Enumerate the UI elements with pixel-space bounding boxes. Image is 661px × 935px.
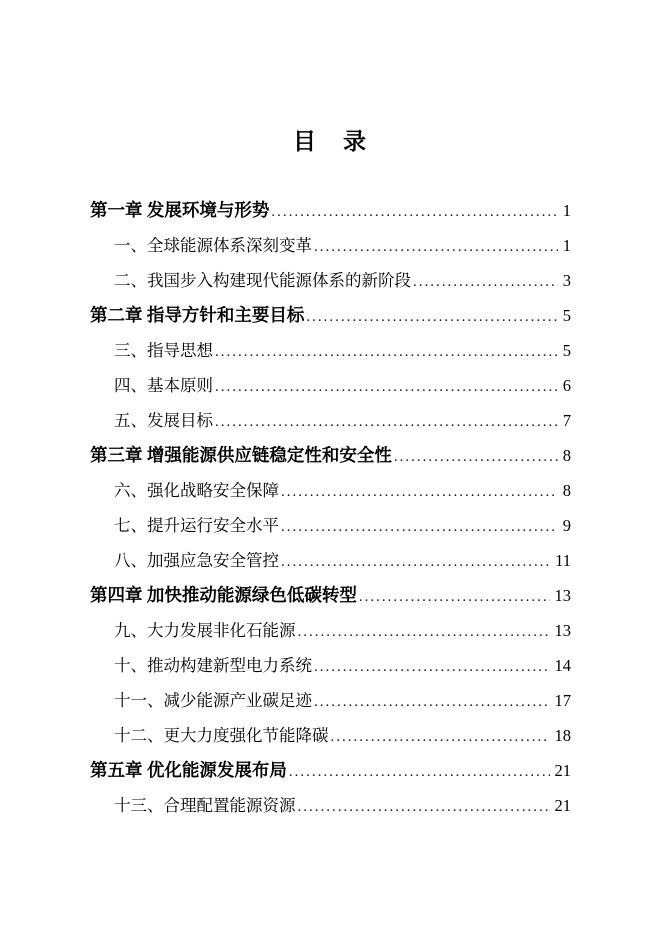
toc-entry-label: 十一、减少能源产业碳足迹 [114, 692, 312, 710]
toc-entry-label: 十三、合理配置能源资源 [114, 797, 296, 815]
toc-entry[interactable] [90, 298, 571, 333]
toc-entry-label: 十二、更大力度强化节能降碳 [114, 727, 329, 745]
toc-entry[interactable] [90, 263, 571, 298]
toc-entry[interactable] [90, 193, 571, 228]
toc-dot-leader [281, 510, 558, 545]
toc-dot-leader [215, 335, 558, 370]
toc-entry-label: 第一章 发展环境与形势 [90, 200, 270, 220]
toc-entry[interactable] [90, 473, 571, 508]
toc-entry[interactable] [90, 613, 571, 648]
table-of-contents [90, 193, 571, 823]
toc-entry[interactable] [90, 333, 571, 368]
toc-page-number: 18 [554, 726, 571, 745]
toc-entry-label: 七、提升运行安全水平 [114, 517, 279, 535]
toc-entry-label: 第二章 指导方针和主要目标 [90, 305, 305, 325]
toc-page-number: 13 [554, 621, 571, 640]
toc-entry[interactable] [90, 228, 571, 263]
toc-page-number: 3 [562, 271, 571, 290]
toc-page-number: 6 [562, 376, 571, 395]
toc-entry-label: 八、加强应急安全管控 [114, 552, 279, 570]
toc-entry-label: 第五章 优化能源发展布局 [90, 760, 287, 780]
toc-entry-label: 六、强化战略安全保障 [114, 482, 279, 500]
toc-page-number: 9 [562, 516, 571, 535]
toc-entry[interactable] [90, 683, 571, 718]
toc-entry-label: 第四章 加快推动能源绿色低碳转型 [90, 585, 357, 605]
toc-entry-label: 二、我国步入构建现代能源体系的新阶段 [114, 272, 411, 290]
toc-dot-leader [215, 370, 558, 405]
toc-page-number: 21 [554, 796, 571, 815]
toc-entry[interactable] [90, 368, 571, 403]
toc-entry[interactable] [90, 508, 571, 543]
toc-entry-label: 五、发展目标 [114, 412, 213, 430]
toc-entry[interactable] [90, 403, 571, 438]
toc-dot-leader [413, 265, 558, 300]
toc-entry-label: 十、推动构建新型电力系统 [114, 657, 312, 675]
toc-dot-leader [215, 405, 558, 440]
toc-page-number: 7 [562, 411, 571, 430]
toc-entry[interactable] [90, 718, 571, 753]
toc-dot-leader [281, 475, 558, 510]
toc-page-number: 5 [562, 341, 571, 360]
toc-page-number: 8 [562, 481, 571, 500]
toc-page-number: 14 [554, 656, 571, 675]
toc-entry[interactable] [90, 648, 571, 683]
toc-dot-leader [314, 685, 550, 720]
toc-dot-leader [394, 440, 558, 475]
toc-page-number: 8 [562, 446, 571, 465]
toc-dot-leader [271, 195, 557, 230]
toc-dot-leader [331, 720, 550, 755]
toc-page-number: 17 [554, 691, 571, 710]
toc-entry[interactable] [90, 543, 571, 578]
toc-dot-leader [289, 755, 550, 790]
toc-entry-label: 一、全球能源体系深刻变革 [114, 237, 312, 255]
toc-page-number: 1 [562, 236, 571, 255]
page-title: 目 录 [293, 129, 368, 154]
toc-dot-leader [306, 300, 557, 335]
toc-entry[interactable] [90, 753, 571, 788]
toc-dot-leader [298, 615, 550, 650]
toc-entry[interactable] [90, 788, 571, 823]
toc-page-number: 13 [554, 586, 571, 605]
toc-dot-leader [359, 580, 550, 615]
toc-page-number: 5 [562, 306, 571, 325]
toc-page-number: 21 [554, 761, 571, 780]
toc-entry-label: 九、大力发展非化石能源 [114, 622, 296, 640]
toc-page-number: 11 [555, 551, 571, 570]
toc-entry[interactable] [90, 438, 571, 473]
toc-dot-leader [281, 545, 550, 580]
toc-entry-label: 三、指导思想 [114, 342, 213, 360]
toc-dot-leader [298, 790, 550, 825]
toc-dot-leader [314, 650, 550, 685]
toc-entry-label: 第三章 增强能源供应链稳定性和安全性 [90, 445, 392, 465]
toc-dot-leader [314, 230, 558, 265]
toc-entry[interactable] [90, 578, 571, 613]
toc-entry-label: 四、基本原则 [114, 377, 213, 395]
toc-page-number: 1 [562, 201, 571, 220]
